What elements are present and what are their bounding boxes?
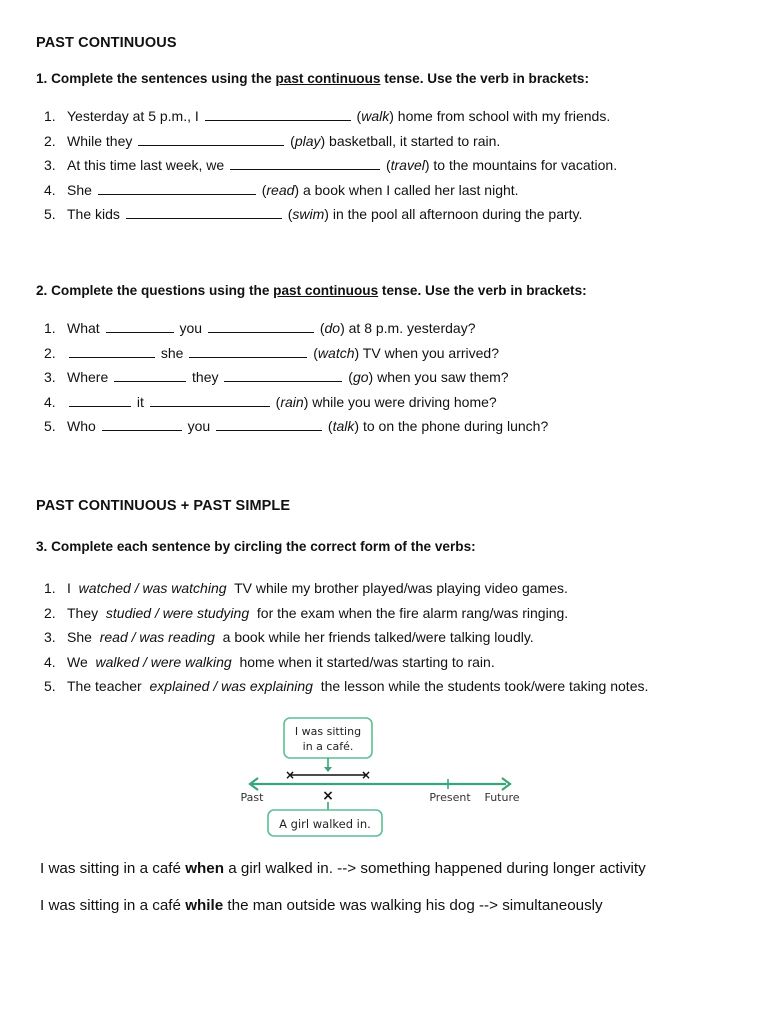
answer-blank[interactable] — [150, 392, 270, 407]
item-text: What — [67, 320, 100, 336]
instruction-text: tense. Use the verb in brackets: — [378, 283, 587, 298]
list-item: 3. At this time last week, we (travel) to the mountains for vacation. — [40, 153, 617, 178]
list-item: 3. Where they (go) when you saw them? — [40, 365, 548, 390]
section-heading-past-continuous: PAST CONTINUOUS — [36, 35, 177, 51]
example-text: I was sitting in a café — [40, 860, 186, 877]
item-number: 1. — [44, 320, 56, 336]
item-text: in the pool all afternoon during the party. — [328, 206, 583, 222]
item-text: She — [67, 629, 92, 645]
top-caption-line1: I was sitting — [294, 725, 362, 738]
exercise-3-list — [40, 576, 648, 699]
section-heading-past-continuous-simple: PAST CONTINUOUS + PAST SIMPLE — [36, 498, 291, 514]
item-text: when you saw them? — [373, 369, 509, 385]
item-text: to on the phone during lunch? — [359, 418, 549, 434]
item-text: it — [136, 393, 144, 410]
exercise-2-instruction — [36, 283, 587, 298]
list-item — [40, 576, 648, 601]
answer-blank[interactable] — [106, 318, 174, 333]
item-number: 2. — [44, 344, 56, 361]
item-text: I — [67, 580, 71, 596]
list-item — [40, 625, 648, 650]
exercise-2-list — [40, 316, 548, 439]
timeline-diagram — [232, 714, 532, 842]
example-text: a girl walked in. --> something happened during longer activity — [224, 860, 646, 877]
answer-blank[interactable] — [216, 416, 322, 431]
item-number: 3. — [44, 157, 56, 173]
verb-hint: rain — [280, 393, 304, 410]
list-item: 5. The kids (swim) in the pool all afternoon during the party. — [40, 202, 617, 227]
item-text: At this time last week, we — [67, 157, 225, 173]
answer-blank[interactable] — [205, 106, 351, 121]
label-future: Future — [484, 791, 520, 804]
verb-choice[interactable]: studied / were studying — [105, 604, 250, 621]
item-text: she — [160, 344, 184, 361]
list-item: 1. What you (do) at 8 p.m. yesterday? — [40, 316, 548, 341]
item-number: 3. — [44, 629, 56, 645]
answer-blank[interactable] — [189, 343, 307, 358]
list-item — [40, 601, 648, 626]
verb-choice[interactable]: explained / was explaining — [149, 678, 313, 694]
item-text: They — [67, 604, 99, 621]
answer-blank[interactable] — [69, 392, 131, 407]
answer-blank[interactable] — [224, 367, 342, 382]
item-text: The kids — [67, 206, 120, 222]
example-text: the man outside was walking his dog --> simultaneously — [223, 897, 603, 914]
answer-blank[interactable] — [114, 367, 186, 382]
answer-blank[interactable] — [102, 416, 182, 431]
item-number: 4. — [44, 181, 56, 198]
cross-end-icon: × — [360, 768, 372, 782]
exercise-3-instruction: 3. Complete each sentence by circling the correct form of the verbs: — [36, 539, 476, 554]
item-number: 4. — [44, 653, 56, 670]
instruction-underline: past continuous — [275, 71, 381, 86]
verb-hint: read — [266, 181, 295, 198]
example-keyword: while — [185, 897, 224, 914]
item-text: She — [67, 181, 92, 198]
item-text: at 8 p.m. yesterday? — [344, 320, 476, 336]
item-text: Where — [67, 369, 109, 385]
instruction-text: 2. Complete the questions using the — [36, 283, 274, 298]
verb-choice[interactable]: read / was reading — [99, 629, 215, 645]
item-number: 5. — [44, 678, 56, 694]
example-sentence-when — [40, 860, 646, 877]
item-text: Who — [67, 418, 96, 434]
verb-hint: go — [352, 369, 369, 385]
verb-hint: travel — [390, 157, 425, 173]
item-number: 1. — [44, 580, 56, 596]
item-text: TV when you arrived? — [359, 344, 499, 361]
answer-blank[interactable] — [230, 155, 380, 170]
item-text: a book when I called her last night. — [299, 181, 519, 198]
item-text: The teacher — [67, 678, 142, 694]
verb-hint: play — [294, 132, 321, 149]
answer-blank[interactable] — [69, 343, 155, 358]
list-item: 2. While they (play) basketball, it started to rain. — [40, 129, 617, 154]
label-present: Present — [429, 791, 471, 804]
item-text: you — [179, 320, 203, 336]
item-text: We — [67, 653, 88, 670]
item-number: 3. — [44, 369, 56, 385]
item-text: Yesterday at 5 p.m., I — [67, 108, 199, 124]
list-item: 5. Who you (talk) to on the phone during lunch? — [40, 414, 548, 439]
item-text: TV while my brother played/was playing video games. — [234, 580, 568, 596]
item-text: you — [187, 418, 211, 434]
item-number: 5. — [44, 418, 56, 434]
verb-hint: do — [324, 320, 341, 336]
cross-start-icon: × — [284, 768, 296, 782]
verb-hint: walk — [361, 108, 390, 124]
item-text: while you were driving home? — [308, 393, 497, 410]
instruction-underline: past continuous — [273, 283, 379, 298]
example-sentence-while — [40, 897, 603, 914]
item-text: the lesson while the students took/were taking notes. — [320, 678, 649, 694]
item-text: a book while her friends talked/were talking loudly. — [222, 629, 534, 645]
top-caption-line2: in a café. — [302, 740, 354, 753]
list-item: 1. Yesterday at 5 p.m., I (walk) home from school with my friends. — [40, 104, 617, 129]
bottom-caption: A girl walked in. — [279, 817, 371, 831]
list-item: 4. it (rain) while you were driving home? — [40, 390, 548, 415]
item-text: home when it started/was starting to rain. — [239, 653, 495, 670]
item-text: for the exam when the fire alarm rang/was ringing. — [256, 604, 569, 621]
list-item: 2. she (watch) TV when you arrived? — [40, 341, 548, 366]
answer-blank[interactable] — [126, 204, 282, 219]
connector-arrow-icon — [324, 767, 332, 772]
answer-blank[interactable] — [138, 131, 284, 146]
answer-blank[interactable] — [98, 180, 256, 195]
example-text: I was sitting in a café — [40, 897, 186, 914]
list-item — [40, 674, 648, 699]
item-number: 1. — [44, 108, 56, 124]
example-keyword: when — [185, 860, 225, 877]
item-number: 2. — [44, 604, 56, 621]
verb-choice[interactable]: walked / were walking — [95, 653, 232, 670]
exercise-1-instruction — [36, 71, 589, 86]
item-text: basketball, it started to rain. — [325, 132, 501, 149]
list-item — [40, 650, 648, 675]
answer-blank[interactable] — [208, 318, 314, 333]
verb-hint: swim — [292, 206, 325, 222]
event-cross-icon: × — [322, 788, 334, 804]
item-text: they — [192, 369, 219, 385]
item-number: 4. — [44, 393, 56, 410]
verb-hint: talk — [332, 418, 355, 434]
verb-hint: watch — [317, 344, 355, 361]
instruction-text: tense. Use the verb in brackets: — [380, 71, 589, 86]
instruction-text: 1. Complete the sentences using the — [36, 71, 276, 86]
item-number: 5. — [44, 206, 56, 222]
verb-choice[interactable]: watched / was watching — [78, 580, 227, 596]
exercise-1-list — [40, 104, 617, 227]
item-text: to the mountains for vacation. — [429, 157, 618, 173]
label-past: Past — [240, 791, 264, 804]
item-number: 2. — [44, 132, 56, 149]
list-item: 4. She (read) a book when I called her last night. — [40, 178, 617, 203]
item-text: While they — [67, 132, 133, 149]
item-text: home from school with my friends. — [393, 108, 611, 124]
